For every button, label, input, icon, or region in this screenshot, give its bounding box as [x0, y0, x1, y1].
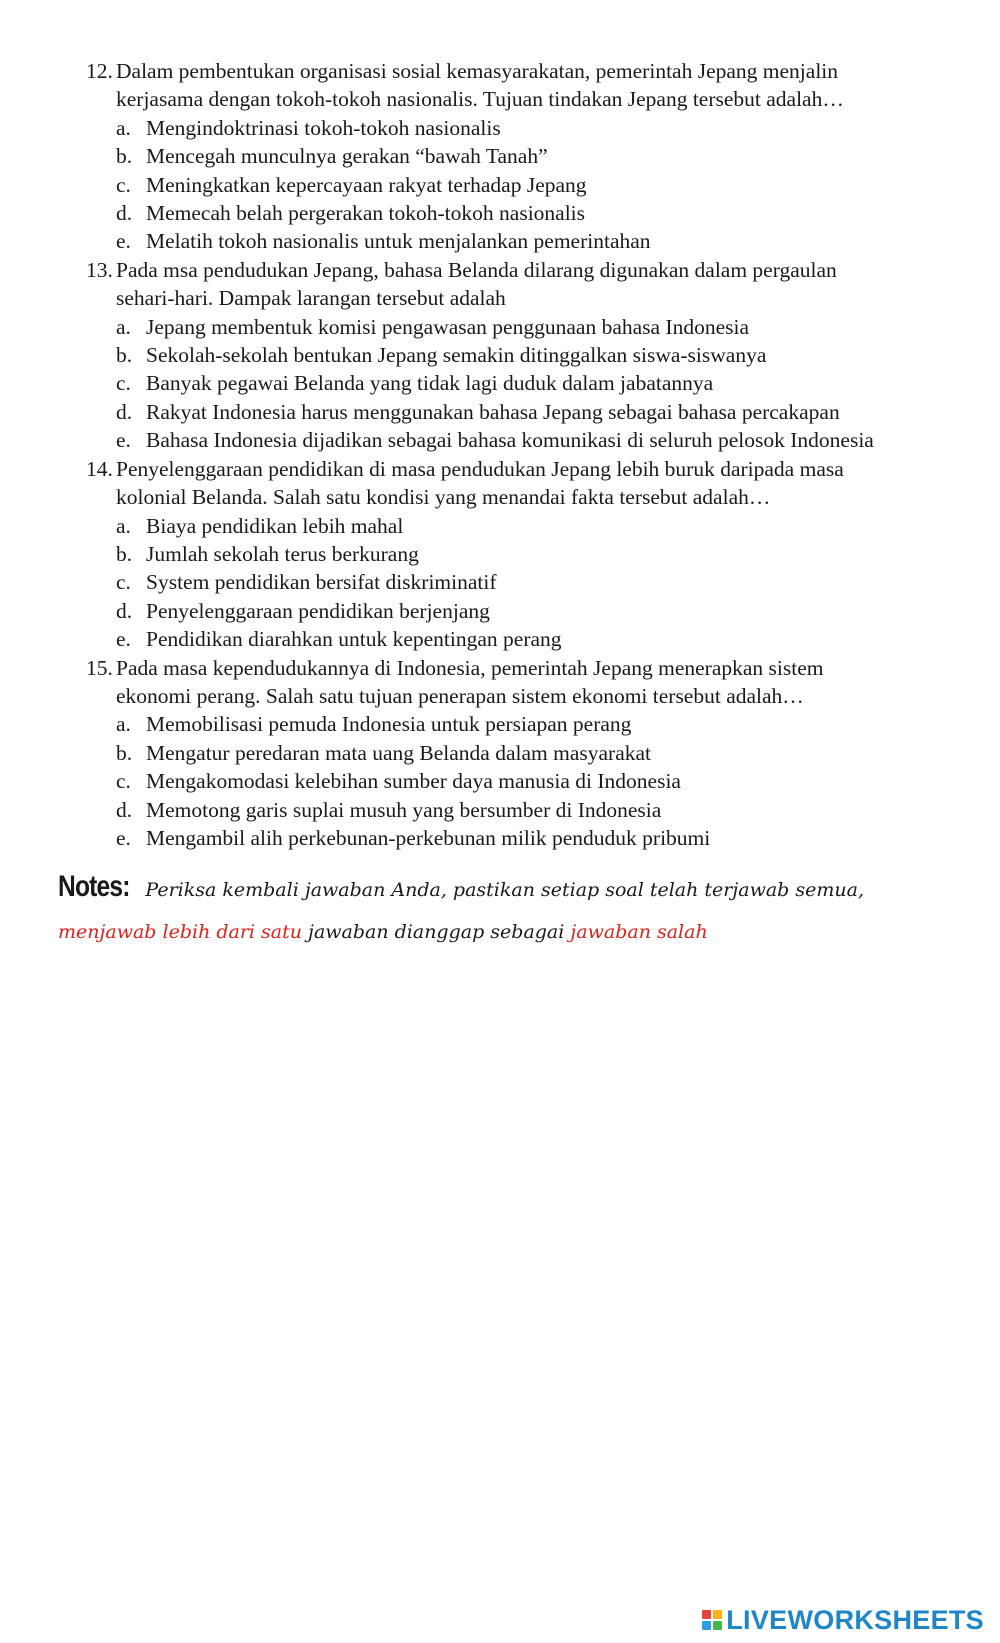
question-text: Dalam pembentukan organisasi sosial kemasyarakatan, pemerintah Jepang menjalin	[116, 59, 839, 83]
answer-options	[86, 710, 976, 852]
option-text: Mengambil alih perkebunan-perkebunan milik penduduk pribumi	[146, 825, 711, 850]
option-text: Bahasa Indonesia dijadikan sebagai bahasa komunikasi di seluruh pelosok Indonesia	[146, 428, 874, 453]
question-number	[86, 85, 116, 113]
question-text-line	[86, 654, 976, 682]
option-text: Memecah belah pergerakan tokoh-tokoh nasionalis	[146, 201, 586, 226]
answer-option	[86, 540, 976, 568]
option-text: Melatih tokoh nasionalis untuk menjalankan pemerintahan	[146, 229, 651, 254]
option-text: Memobilisasi pemuda Indonesia untuk persiapan perang	[146, 712, 632, 737]
logo-square-2	[713, 1610, 722, 1619]
option-text: Mengindoktrinasi tokoh-tokoh nasionalis	[146, 115, 501, 140]
liveworksheets-wordmark: LIVEWORKSHEETS	[726, 1605, 984, 1635]
question-text-line	[86, 85, 976, 113]
answer-option	[86, 341, 976, 369]
liveworksheets-logo-icon	[702, 1610, 722, 1630]
answer-options	[86, 512, 976, 654]
question-number: 12.	[86, 59, 113, 83]
option-letter: d.	[116, 399, 133, 424]
logo-square-3	[702, 1621, 711, 1630]
question-number	[86, 682, 116, 710]
question-text-line	[86, 682, 976, 710]
answer-options	[86, 313, 976, 455]
option-text: Jepang membentuk komisi pengawasan penggunaan bahasa Indonesia	[146, 314, 750, 339]
question-number: 15.	[86, 655, 113, 680]
question-text: Pada msa pendudukan Jepang, bahasa Belanda dilarang digunakan dalam pergaulan	[116, 257, 837, 282]
option-text: Sekolah-sekolah bentukan Jepang semakin ditinggalkan siswa-siswanya	[146, 343, 767, 368]
option-text: Mengakomodasi kelebihan sumber daya manusia di Indonesia	[146, 769, 681, 794]
answer-option	[86, 142, 976, 170]
answer-option	[86, 597, 976, 625]
option-letter: e.	[116, 627, 131, 652]
notes-section	[58, 866, 938, 953]
question-text: sehari-hari. Dampak larangan tersebut adalah	[116, 286, 506, 311]
option-text: Penyelenggaraan pendidikan berjenjang	[146, 598, 490, 623]
answer-option	[86, 227, 976, 255]
question-text-line	[86, 455, 976, 483]
answer-option	[86, 767, 976, 795]
question-text-line	[86, 483, 976, 511]
option-text: Biaya pendidikan lebih mahal	[146, 513, 404, 538]
answer-option	[86, 313, 976, 341]
question-12	[86, 57, 976, 256]
option-text: Banyak pegawai Belanda yang tidak lagi duduk dalam jabatannya	[146, 371, 714, 396]
notes-label: Notes:	[58, 870, 130, 903]
answer-option	[86, 824, 976, 852]
option-letter: b.	[116, 144, 133, 169]
option-text: Mengatur peredaran mata uang Belanda dalam masyarakat	[146, 740, 652, 765]
question-text-line	[86, 256, 976, 284]
option-letter: d.	[116, 797, 133, 822]
question-text: kolonial Belanda. Salah satu kondisi yang menandai fakta tersebut adalah…	[116, 485, 771, 510]
option-text: Pendidikan diarahkan untuk kepentingan perang	[146, 627, 562, 652]
question-text: kerjasama dengan tokoh-tokoh nasionalis. Tujuan tindakan Jepang tersebut adalah…	[116, 87, 844, 112]
notes-highlight-1: menjawab lebih dari satu	[58, 921, 302, 943]
option-letter: a.	[116, 115, 131, 140]
option-letter: d.	[116, 598, 133, 623]
question-number	[86, 483, 116, 511]
option-text: Mencegah munculnya gerakan “bawah Tanah”	[146, 144, 548, 169]
option-letter: b.	[116, 541, 133, 566]
option-letter: c.	[116, 769, 131, 794]
option-letter: e.	[116, 428, 131, 453]
option-text: Memotong garis suplai musuh yang bersumber di Indonesia	[146, 797, 662, 822]
option-text: System pendidikan bersifat diskriminatif	[146, 570, 497, 595]
option-letter: a.	[116, 314, 131, 339]
answer-option	[86, 625, 976, 653]
answer-option	[86, 568, 976, 596]
question-text-line	[86, 284, 976, 312]
question-13	[86, 256, 976, 455]
answer-option	[86, 796, 976, 824]
liveworksheets-brand	[702, 1605, 984, 1635]
question-list	[86, 57, 976, 852]
notes-text-2: jawaban dianggap sebagai	[308, 921, 565, 943]
answer-option	[86, 710, 976, 738]
option-letter: a.	[116, 513, 131, 538]
answer-option	[86, 171, 976, 199]
question-text: Penyelenggaraan pendidikan di masa pendudukan Jepang lebih buruk daripada masa	[116, 456, 844, 481]
option-text: Rakyat Indonesia harus menggunakan bahasa Jepang sebagai bahasa percakapan	[146, 399, 840, 424]
option-letter: d.	[116, 201, 133, 226]
answer-option	[86, 512, 976, 540]
question-text: Pada masa kependudukannya di Indonesia, pemerintah Jepang menerapkan sistem	[116, 655, 824, 680]
answer-option	[86, 199, 976, 227]
question-15	[86, 654, 976, 853]
answer-options	[86, 114, 976, 256]
option-letter: b.	[116, 740, 133, 765]
option-letter: c.	[116, 570, 131, 595]
option-letter: c.	[116, 172, 131, 197]
logo-square-4	[713, 1621, 722, 1630]
question-number	[86, 284, 116, 312]
option-letter: e.	[116, 229, 131, 254]
option-letter: c.	[116, 371, 131, 396]
option-letter: a.	[116, 712, 131, 737]
option-letter: b.	[116, 343, 133, 368]
answer-option	[86, 426, 976, 454]
question-text-line	[86, 57, 976, 85]
answer-option	[86, 369, 976, 397]
option-text: Meningkatkan kepercayaan rakyat terhadap Jepang	[146, 172, 587, 197]
answer-option	[86, 398, 976, 426]
question-number: 13.	[86, 257, 113, 282]
option-letter: e.	[116, 825, 131, 850]
answer-option	[86, 739, 976, 767]
question-14	[86, 455, 976, 654]
notes-text-1: Periksa kembali jawaban Anda, pastikan setiap soal telah terjawab semua,	[145, 879, 865, 901]
option-text: Jumlah sekolah terus berkurang	[146, 541, 419, 566]
logo-square-1	[702, 1610, 711, 1619]
notes-highlight-2: jawaban salah	[570, 921, 708, 943]
answer-option	[86, 114, 976, 142]
question-text: ekonomi perang. Salah satu tujuan penerapan sistem ekonomi tersebut adalah…	[116, 683, 804, 708]
question-number: 14.	[86, 456, 113, 481]
